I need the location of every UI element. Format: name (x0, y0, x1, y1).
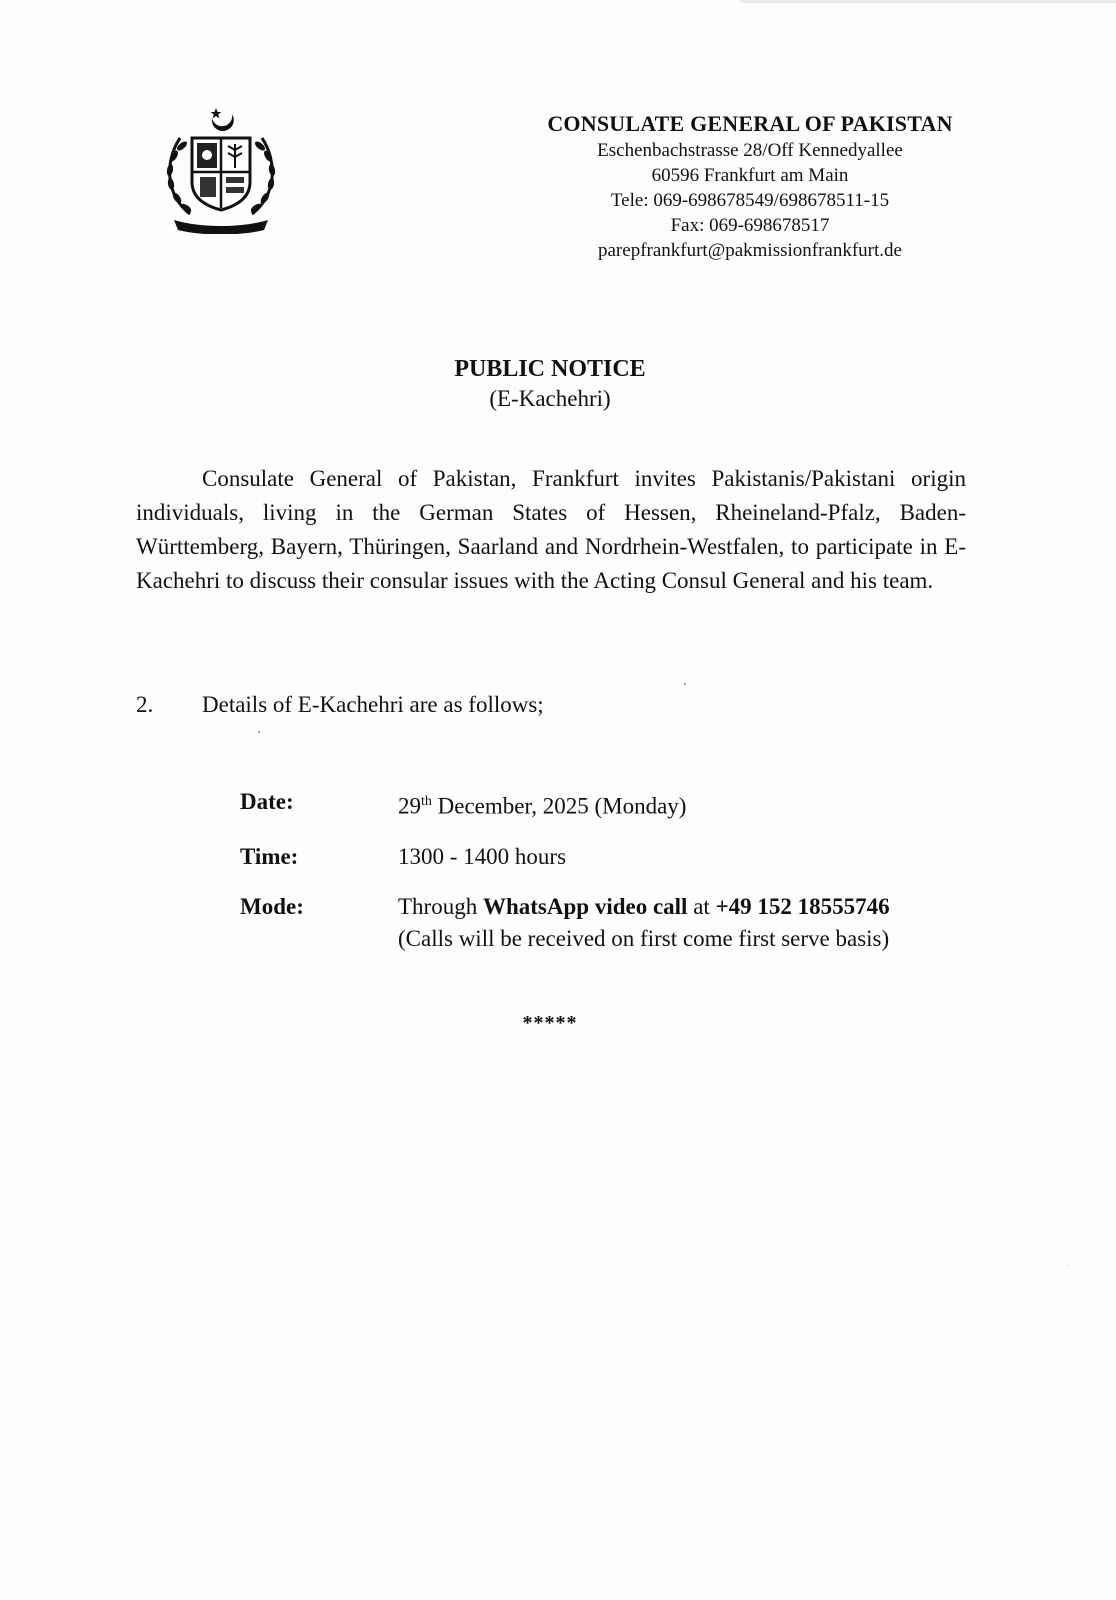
event-details (240, 786, 980, 973)
letterhead (520, 110, 980, 263)
date-label: Date: (240, 789, 294, 814)
address-line-2: 60596 Frankfurt am Main (651, 165, 849, 186)
mode-value (398, 891, 980, 955)
details-intro-paragraph (136, 690, 544, 720)
mode-note: (Calls will be received on first come first serve basis) (398, 925, 890, 951)
invitation-paragraph: Consulate General of Pakistan, Frankfurt invites Pakistanis/Pakistani origin individuals, living in the German States of Hessen, Rheineland-Pfalz, Baden-Württemberg, Bayern, Thüringen, Saarland and Nordrhein-Westfalen, to participate in E-Kachehri to discuss their consular issues with the Acting Consul General and his team. (136, 466, 966, 593)
whatsapp-number: +49 152 18555746 (715, 893, 890, 919)
scan-speck (684, 683, 686, 685)
date-ordinal-suffix: th (421, 794, 432, 809)
mode-prefix: Through (398, 893, 483, 919)
scan-edge-line (740, 0, 1116, 3)
telephone-line: Tele: 069-698678549/698678511-15 (610, 190, 890, 211)
date-rest: December, 2025 (Monday) (431, 793, 687, 819)
end-mark: ***** (522, 1012, 578, 1034)
mode-channel: WhatsApp video call (482, 893, 688, 919)
date-row (240, 786, 980, 823)
organization-name: CONSULATE GENERAL OF PAKISTAN (547, 111, 953, 136)
mode-main-line (398, 891, 980, 923)
mode-middle: at (687, 893, 716, 919)
date-day: 29 (398, 793, 421, 819)
scan-speck (1068, 1265, 1069, 1266)
notice-heading (0, 354, 1100, 414)
time-label: Time: (240, 843, 299, 869)
mode-label: Mode: (240, 893, 304, 919)
date-value (398, 786, 980, 823)
fax-line: Fax: 069-698678517 (670, 215, 830, 236)
paragraph-number: 2. (136, 692, 154, 717)
notice-title: PUBLIC NOTICE (454, 356, 646, 382)
scan-speck (258, 731, 260, 733)
address-line-1: Eschenbachstrasse 28/Off Kennedyallee (597, 140, 903, 161)
notice-subtitle: (E-Kachehri) (489, 386, 611, 411)
mode-row (240, 891, 980, 955)
time-row (240, 841, 980, 873)
details-intro-text: Details of E-Kachehri are as follows; (202, 692, 544, 717)
state-emblem-icon (160, 104, 282, 234)
email-line: parepfrankfurt@pakmissionfrankfurt.de (598, 240, 902, 261)
time-value: 1300 - 1400 hours (398, 843, 567, 869)
